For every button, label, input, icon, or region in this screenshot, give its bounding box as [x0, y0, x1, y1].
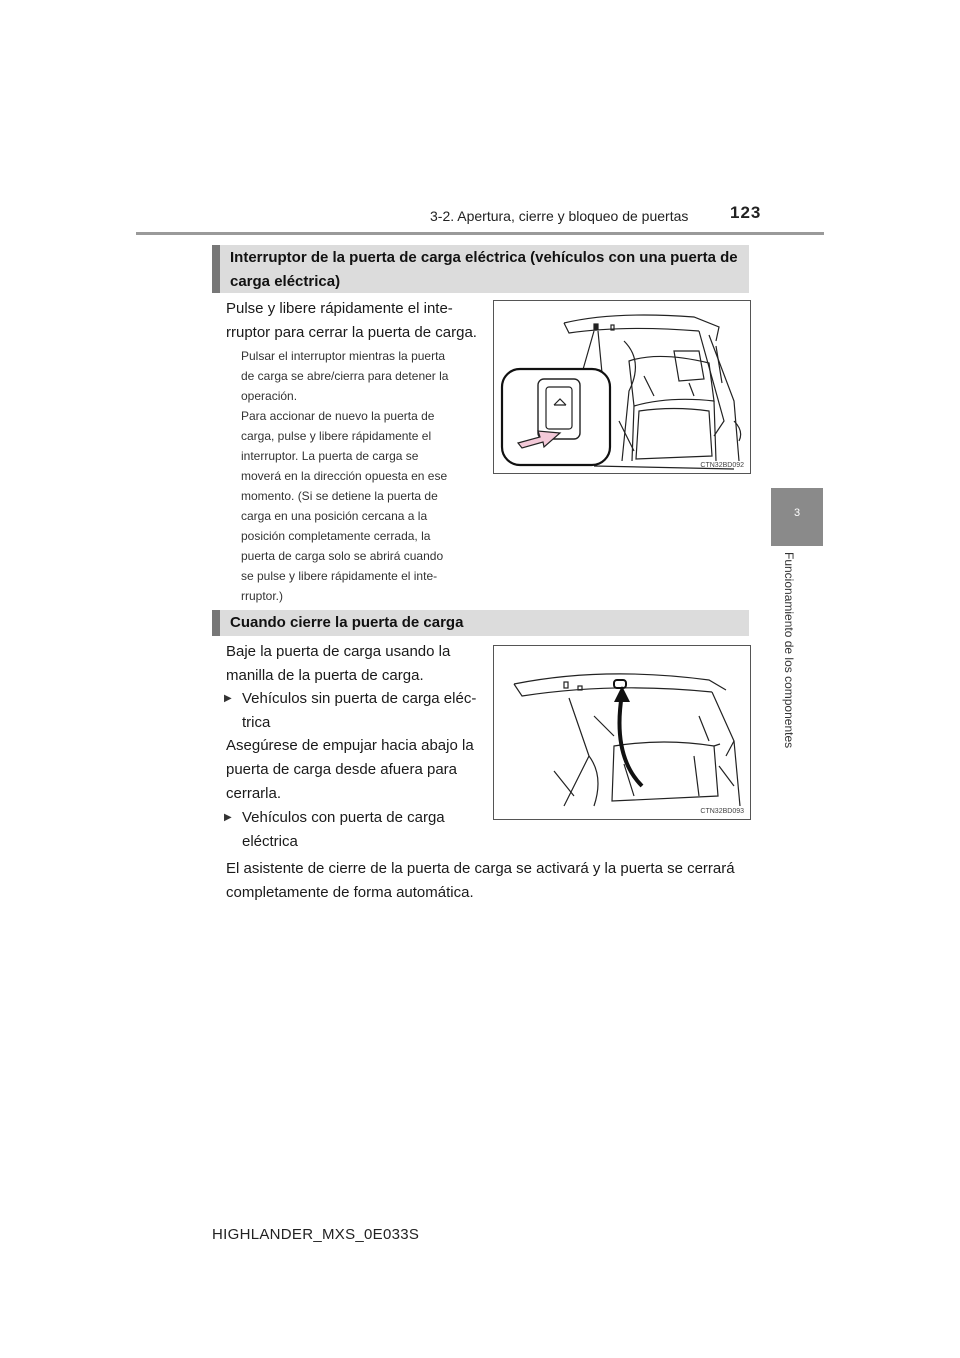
note1-line2: de carga se abre/cierra para detener la [241, 369, 449, 383]
section1-paragraph [226, 297, 486, 345]
section2-para2-line1: Asegúrese de empujar hacia abajo la [226, 737, 474, 754]
figure-power-liftgate-switch [493, 300, 751, 474]
note2-line: interruptor. La puerta de carga se [241, 449, 419, 463]
liftgate-handle-illustration [494, 646, 750, 819]
figure1-code: CTN32BD092 [700, 462, 744, 469]
chapter-label: Funcionamiento de los componentes [782, 552, 796, 749]
bullet-with-power-gate [224, 806, 486, 854]
switch-callout [502, 369, 610, 465]
section1-note1 [241, 346, 479, 406]
liftgate-switch-illustration [494, 301, 750, 473]
bullet1-line2: trica [242, 714, 271, 731]
triangle-bullet-icon: ▶ [224, 693, 232, 704]
bullet1-line1: Vehículos sin puerta de carga eléc- [242, 690, 477, 707]
header-rule [136, 232, 824, 235]
bullet-without-power-gate [224, 687, 486, 735]
chapter-label-wrapper [739, 552, 839, 752]
section2-para3-line1: El asistente de cierre de la puerta de carga se activará y la puerta se cerrará [226, 860, 735, 877]
figure-liftgate-handle [493, 645, 751, 820]
section-heading-power-switch [212, 245, 749, 293]
chapter-number: 3 [793, 507, 801, 519]
note2-line: rruptor.) [241, 589, 284, 603]
section2-paragraph2 [226, 734, 486, 806]
note2-line: se pulse y libere rápidamente el inte- [241, 569, 438, 583]
curved-arrow-icon [620, 694, 643, 786]
footer-code: HIGHLANDER_MXS_0E033S [212, 1226, 420, 1243]
section2-para1-line2: manilla de la puerta de carga. [226, 667, 424, 684]
section-heading-line1: Interruptor de la puerta de carga eléctrica (vehículos con una puerta de [230, 249, 738, 266]
section1-para-line1: Pulse y libere rápidamente el inte- [226, 300, 453, 317]
note2-line: carga en una posición cercana a la [241, 509, 428, 523]
section1-note2 [241, 406, 479, 606]
bullet2-text [242, 806, 486, 854]
section-heading-closing: Cuando cierre la puerta de carga [212, 610, 749, 636]
section-heading-line2: carga eléctrica) [230, 273, 341, 290]
section2-paragraph3 [226, 857, 756, 905]
section1-para-line2: rruptor para cerrar la puerta de carga. [226, 324, 477, 341]
section2-para2-line2: puerta de carga desde afuera para [226, 761, 457, 778]
bullet2-line2: eléctrica [242, 833, 298, 850]
page-number: 123 [730, 203, 762, 222]
note2-line: moverá en la dirección opuesta en ese [241, 469, 448, 483]
section2-para1-line1: Baje la puerta de carga usando la [226, 643, 451, 660]
triangle-bullet-icon: ▶ [224, 812, 232, 823]
note2-line: Para accionar de nuevo la puerta de [241, 409, 435, 423]
header-section-title: 3-2. Apertura, cierre y bloqueo de puertas [430, 208, 689, 224]
note2-line: puerta de carga solo se abrirá cuando [241, 549, 444, 563]
section2-para3-line2: completamente de forma automática. [226, 884, 474, 901]
note2-line: posición completamente cerrada, la [241, 529, 431, 543]
note2-line: carga, pulse y libere rápidamente el [241, 429, 432, 443]
section2-para2-line3: cerrarla. [226, 785, 282, 802]
note1-line3: operación. [241, 389, 298, 403]
note2-line: momento. (Si se detiene la puerta de [241, 489, 438, 503]
figure2-code: CTN32BD093 [700, 808, 744, 815]
note1-line1: Pulsar el interruptor mientras la puerta [241, 349, 446, 363]
section2-paragraph1 [226, 640, 486, 688]
bullet2-line1: Vehículos con puerta de carga [242, 809, 445, 826]
bullet1-text [242, 687, 476, 735]
